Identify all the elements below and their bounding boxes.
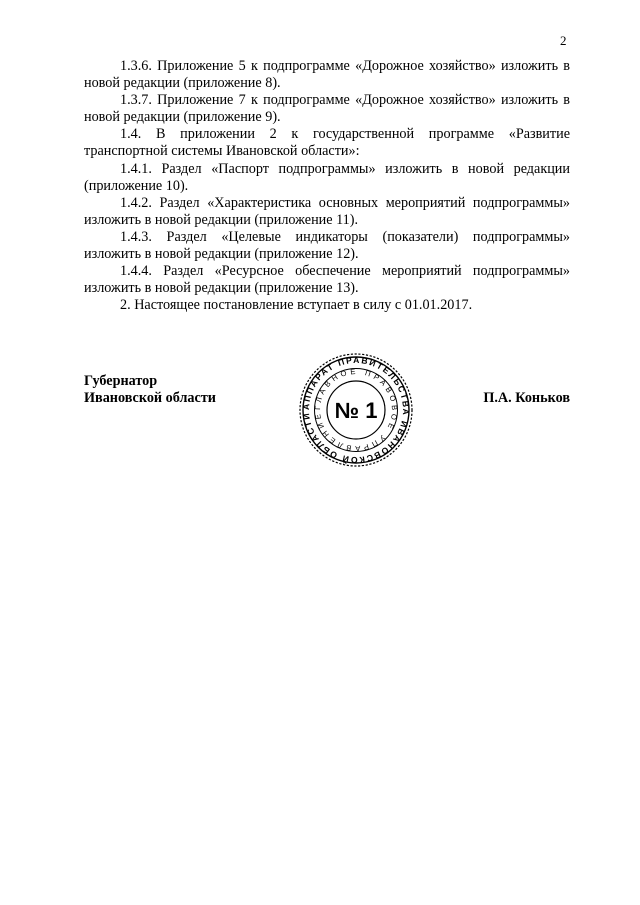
official-seal-stamp (298, 352, 414, 468)
signatory-title (84, 373, 216, 407)
paragraph-1-4-3: 1.4.3. Раздел «Целевые индикаторы (показатели) подпрограммы» изложить в новой редакции (приложение 12). (84, 228, 570, 263)
paragraph-1-4-1: 1.4.1. Раздел «Паспорт подпрограммы» изложить в новой редакции (приложение 10). (84, 160, 570, 194)
paragraph-2: 2. Настоящее постановление вступает в силу с 01.01.2017. (120, 297, 473, 314)
paragraph-1-3-6: 1.3.6. Приложение 5 к подпрограмме «Дорожное хозяйство» изложить в новой редакции (приложение 8). (84, 58, 570, 92)
paragraph-1-4-2: 1.4.2. Раздел «Характеристика основных мероприятий подпрограммы» изложить в новой редакции (приложение 11). (84, 194, 570, 228)
page-number: 2 (560, 33, 567, 48)
paragraph-1-3-7: 1.3.7. Приложение 7 к подпрограмме «Дорожное хозяйство» изложить в новой редакции (приложение 9). (84, 92, 570, 126)
seal-center-number: № 1 (334, 398, 378, 423)
document-body (84, 58, 570, 314)
signatory-title-line2: Ивановской области (84, 390, 216, 406)
signatory-name: П.А. Коньков (483, 390, 570, 406)
seal-outer-text: АППАРАТ ПРАВИТЕЛЬСТВА ИВАНОВСКОЙ ОБЛАСТИ (300, 354, 412, 466)
paragraph-1-4: 1.4. В приложении 2 к государственной программе «Развитие транспортной системы Ивановской области»: (84, 126, 570, 160)
paragraph-1-4-4: 1.4.4. Раздел «Ресурсное обеспечение мероприятий подпрограммы» изложить в новой редакции (приложение 13). (84, 263, 570, 297)
signatory-title-line1: Губернатор (84, 373, 158, 389)
seal-inner-text: ГЛАВНОЕ ПРАВОВОЕ УПРАВЛЕНИЕ (312, 366, 400, 454)
